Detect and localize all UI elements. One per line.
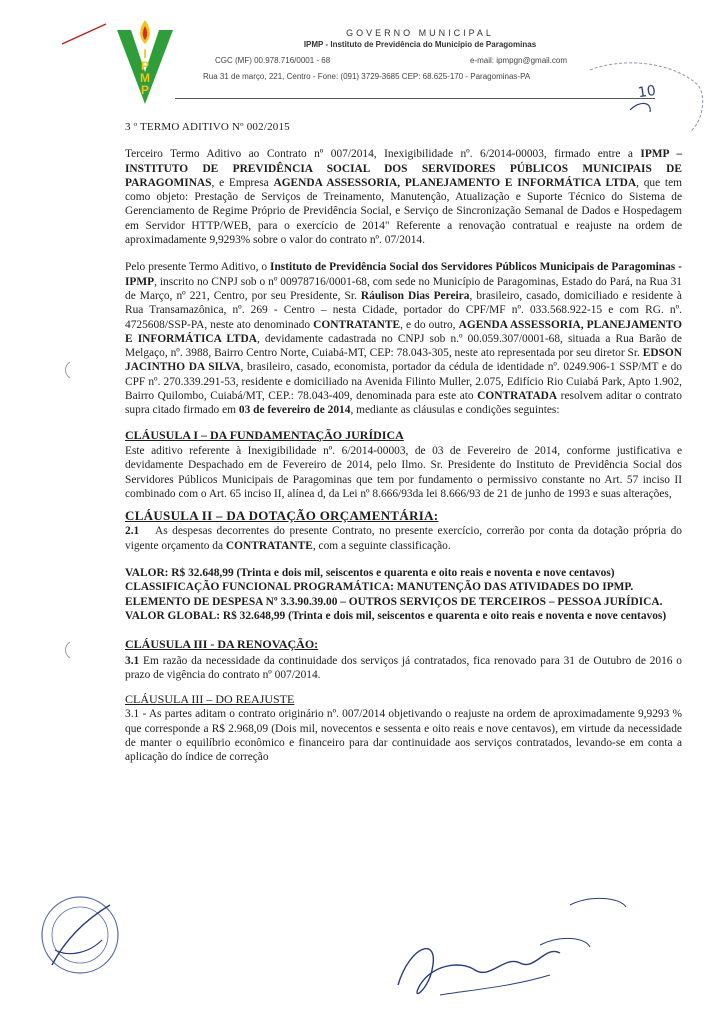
parties-text: , devidamente cadastrada no CNPJ sob n.º 00.059.307/0001-68, situada a Rua Barão de Melgaço, nº. 3988, Bairro Centro Norte, Cuiabá-MT, CEP: 78.043-305, neste ato representada por seu diretor Sr.	[125, 332, 682, 360]
clause-1-text: Este aditivo referente à Inexigibilidade nº. 6/2014-00003, de 03 de Fevereiro de 2014, conforme justificativa e devidamente Despachado em de Fevereiro de 2014, pelo Ilmo. Sr. Presidente do Instituto de Previdência Social dos Servidores Públicos Municipais de Paragominas que tem por fundamento o permissivo constante no Art. 57 inciso II combinado com o Art. 65 inciso II, alínea d, da Lei nº 8.666/93da lei 8.666/93 de 21 de junho de 1993 e suas alterações,	[125, 444, 682, 500]
header-divider	[175, 98, 655, 99]
clause-2-text	[125, 524, 682, 553]
term-title: 3 º TERMO ADITIVO Nº 002/2015	[125, 121, 290, 133]
margin-mark	[56, 640, 76, 660]
intro-text-a: Terceiro Termo Aditivo ao Contrato nº 007/2014, Inexigibilidade nº. 6/2014-00003, firmado entre a	[125, 148, 641, 161]
intro-text-c: , e Empresa	[211, 176, 274, 189]
header-org: GOVERNO MUNICIPAL	[346, 28, 494, 38]
intro-company-name: AGENDA ASSESSORIA, PLANEJAMENTO E INFORMÁTICA LTDA	[273, 176, 637, 189]
budget-classificacao: CLASSIFICAÇÃO FUNCIONAL PROGRAMÁTICA: MANUTENÇÃO DAS ATIVIDADES DO IPMP.	[125, 581, 634, 594]
svg-text:P: P	[140, 83, 150, 97]
header-email: e-mail: ipmpgn@gmail.com	[470, 56, 568, 65]
parties-paragraph	[125, 260, 682, 417]
parties-text: Pelo presente Termo Aditivo, o	[125, 261, 271, 274]
budget-elemento: ELEMENTO DE DESPESA Nº 3.3.90.39.00 – OUTROS SERVIÇOS DE TERCEIROS – PESSOA JURÍDICA.	[125, 595, 663, 608]
parties-text: , mediante as cláusulas e condições seguintes:	[350, 404, 560, 417]
parties-president: Ráulison Dias Pereira	[360, 289, 470, 302]
intro-paragraph	[125, 147, 682, 247]
intro-text-e: , que tem como objeto: Prestação de Serviços de Treinamento, Manutenção, Atualização e Suporte Técnico do Sistema de Gerenciamento de Regime Próprio de Previdência Social, e Serviço de Sincronização Semanal de Dados e Hospedagem em Servidor HTTP/WEB, para o exercício de 2014" Referente a renovação contratual e reajuste na ordem de aproximadamente 9,9293% sobre o valor do contrato nº. 07/2014.	[125, 176, 682, 247]
clause-4-title: CLÁUSULA III – DO REAJUSTE	[125, 692, 295, 707]
svg-text:M: M	[140, 71, 150, 85]
parties-institute: Instituto de Previdência Social dos Servidores Públicos Municipais de Paragominas - IPMP	[125, 261, 682, 288]
clause-3-number: 3.1	[125, 654, 140, 667]
parties-text: , brasileiro, casado, domiciliado e residente à Rua Transamazônica, nº. 269 - Centro – nesta Cidade, portador do CPF/MF nº. 033.568.922-15 e com RG. nº. 4725608/SSP-PA, neste ato denominado	[125, 289, 682, 331]
clause-2-text-c: , com a seguinte classificação.	[312, 539, 451, 552]
pen-stroke-mark	[60, 20, 110, 50]
page-number: 10	[636, 82, 657, 102]
parties-text: resolvem aditar o contrato supra citado firmado em	[125, 390, 683, 417]
parties-contratada: CONTRATADA	[477, 390, 558, 403]
clause-3-text	[125, 654, 682, 683]
clause-2-text-a: As despesas decorrentes do presente Contrato, no presente exercício, correrão por conta da dotação própria do vigente orçamento da	[125, 525, 682, 552]
clause-3-title: CLÁUSULA III - DA RENOVAÇÃO:	[125, 637, 319, 652]
parties-text: , inscrito no CNPJ sob o nº 00978716/0001-68, com sede no Município de Paragominas, Estado do Pará, na Rua 31 de Março, nº 221, Centro, por seu Presidente, Sr.	[125, 275, 682, 302]
header-address: Rua 31 de março, 221, Centro - Fone: (091) 3729-3685 CEP: 68.625-170 - Paragominas-PA	[203, 72, 531, 81]
header-institute: IPMP - Instituto de Previdência do Município de Paragominas	[303, 40, 537, 49]
parties-text: , brasileiro, casado, economista, portador da cédula de identidade nº. 0249.906-1 SSP/MT e do CPF nº. 270.339.291-53, residente e domiciliado na Avenida Filinto Muller, 2.075, Edifício Rio Cuiabá Park, Apto 1.902, Bairro Quilombo, Cuiabá/MT, CEP.: 78.043-409, denominada para este ato	[125, 361, 682, 403]
budget-valor-global: VALOR GLOBAL: R$ 32.648,99 (Trinta e dois mil, seiscentos e quarenta e oito reais e noventa e nove centavos)	[125, 609, 667, 622]
header-cgc: CGC (MF) 00.978.716/0001 - 68	[215, 56, 331, 65]
intro-ipmp-name: IPMP – INSTITUTO DE PREVIDÊNCIA SOCIAL DOS SERVIDORES PÚBLICOS MUNICIPAIS DE PARAGOMINAS	[125, 148, 683, 189]
budget-classification	[125, 566, 682, 623]
clause-1-title: CLÁUSULA I – DA FUNDAMENTAÇÃO JURÍDICA	[125, 427, 404, 442]
clause-3-body: Em razão da necessidade da continuidade dos serviços já contratados, fica renovado para 31 de Outubro de 2016 o prazo de vigência do contrato nº 007/2014.	[125, 654, 682, 681]
parties-text: , e do outro,	[400, 318, 459, 331]
svg-text:I: I	[143, 47, 147, 61]
svg-text:P: P	[140, 59, 150, 73]
handwritten-signature	[380, 915, 580, 1010]
parties-contratante: CONTRATANTE	[313, 318, 401, 331]
document-body	[125, 120, 682, 765]
clause-2-number: 2.1	[125, 525, 140, 538]
parties-company: AGENDA ASSESSORIA, PLANEJAMENTO E INFORMÁTICA LTDA	[125, 318, 683, 345]
parties-date: 03 de fevereiro de 2014	[238, 404, 351, 417]
clause-2-contratante: CONTRATANTE	[225, 539, 313, 552]
clause-4-text: 3.1 - As partes aditam o contrato originário nº. 007/2014 objetivando o reajuste na ordem de aproximadamente 9,9293 % que corresponde a R$ 2.968,09 (Dois mil, novecentos e sessenta e oito reais e nove centavos), em virtude da necessidade de manter o equilíbrio econômico e financeiro para dar continuidade aos serviços contratados, levando-se em conta a aplicação do índice de correção	[125, 708, 682, 764]
budget-valor: VALOR: R$ 32.648,99 (Trinta e dois mil, seiscentos e quarenta e oito reais e noventa e nove centavos)	[125, 567, 615, 580]
seal-stamp	[30, 880, 130, 990]
clause-2-title: CLÁUSULA II – DA DOTAÇÃO ORÇAMENTÁRIA:	[125, 508, 439, 524]
ipmp-logo	[105, 12, 185, 107]
pen-annotation-marks	[530, 885, 700, 965]
margin-mark	[56, 360, 76, 380]
parties-director: EDSON JACINTHO DA SILVA	[125, 347, 682, 374]
